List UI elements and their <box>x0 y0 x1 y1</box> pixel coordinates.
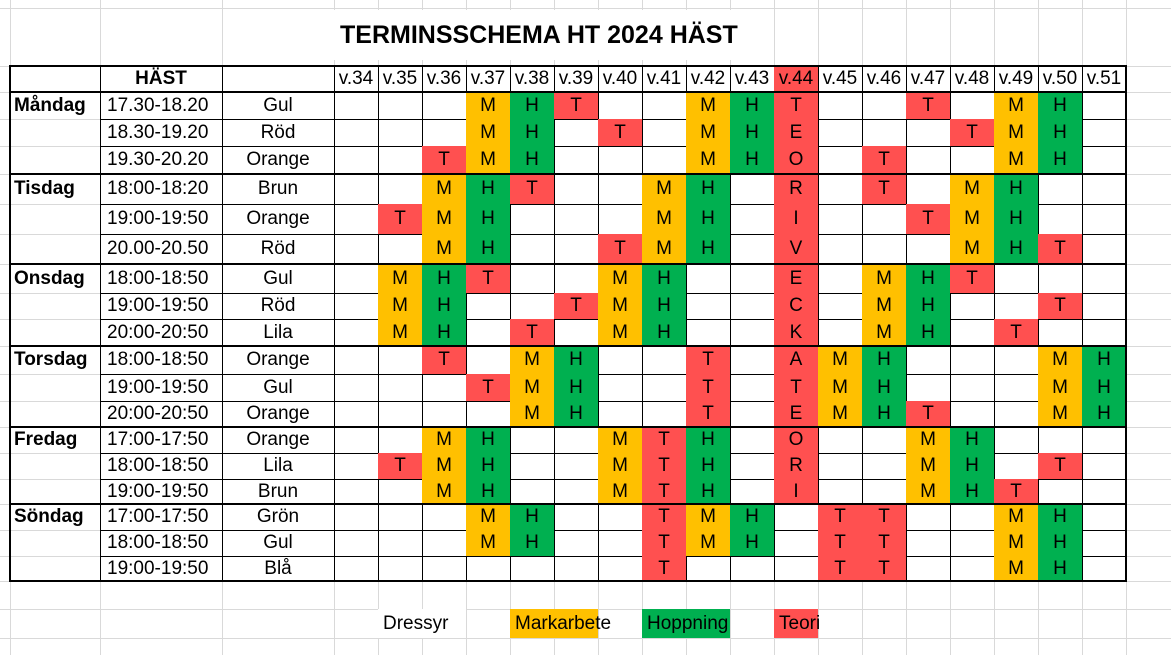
schedule-cell[interactable]: H <box>686 453 730 479</box>
schedule-cell[interactable]: M <box>466 119 510 146</box>
schedule-cell[interactable]: H <box>686 234 730 264</box>
schedule-cell[interactable]: M <box>466 504 510 530</box>
schedule-cell[interactable]: H <box>422 319 466 346</box>
schedule-cell[interactable]: H <box>950 427 994 453</box>
schedule-cell[interactable]: M <box>818 346 862 374</box>
group-cell[interactable]: Gul <box>263 267 293 289</box>
group-cell[interactable]: Röd <box>260 238 296 259</box>
schedule-cell[interactable]: H <box>466 427 510 453</box>
week-header[interactable]: v.49 <box>998 68 1034 89</box>
day-label[interactable]: Torsdag <box>14 349 88 370</box>
time-cell[interactable]: 20:00-20:50 <box>107 403 209 424</box>
schedule-cell[interactable]: H <box>730 119 774 146</box>
day-label[interactable]: Tisdag <box>14 178 75 199</box>
time-cell[interactable]: 20.00-20.50 <box>107 238 209 259</box>
group-cell[interactable]: Brun <box>257 480 299 502</box>
week-header[interactable]: v.46 <box>866 68 902 89</box>
time-cell[interactable]: 17:00-17:50 <box>107 506 209 527</box>
schedule-cell[interactable]: M <box>1038 346 1082 374</box>
schedule-cell[interactable]: T <box>510 319 554 346</box>
week-header[interactable]: v.47 <box>910 68 946 89</box>
schedule-cell[interactable]: M <box>686 504 730 530</box>
week-header[interactable]: v.35 <box>382 68 418 89</box>
week-header[interactable]: v.34 <box>338 68 374 89</box>
schedule-cell[interactable]: T <box>686 401 730 427</box>
schedule-cell[interactable]: T <box>906 92 950 119</box>
schedule-cell[interactable]: H <box>510 92 554 119</box>
schedule-cell[interactable]: H <box>1038 92 1082 119</box>
week-header[interactable]: v.42 <box>690 68 726 89</box>
schedule-cell[interactable]: M <box>466 146 510 174</box>
schedule-cell[interactable]: M <box>1038 374 1082 401</box>
schedule-cell[interactable]: T <box>510 174 554 204</box>
schedule-cell[interactable]: T <box>774 374 818 401</box>
schedule-cell[interactable]: M <box>994 119 1038 146</box>
schedule-cell[interactable]: T <box>378 204 422 234</box>
day-label[interactable]: Fredag <box>14 429 78 450</box>
schedule-cell[interactable]: H <box>906 319 950 346</box>
schedule-cell[interactable]: C <box>774 293 818 319</box>
schedule-cell[interactable]: M <box>422 204 466 234</box>
schedule-cell[interactable]: M <box>686 146 730 174</box>
schedule-cell[interactable]: H <box>466 174 510 204</box>
schedule-cell[interactable]: T <box>818 530 862 556</box>
schedule-cell[interactable]: T <box>466 264 510 293</box>
schedule-cell[interactable]: M <box>510 346 554 374</box>
group-cell[interactable]: Blå <box>264 557 292 579</box>
schedule-cell[interactable]: E <box>774 264 818 293</box>
schedule-cell[interactable]: H <box>510 530 554 556</box>
schedule-cell[interactable]: M <box>994 92 1038 119</box>
schedule-cell[interactable]: M <box>950 204 994 234</box>
schedule-cell[interactable]: E <box>774 119 818 146</box>
schedule-cell[interactable]: M <box>378 319 422 346</box>
week-header[interactable]: v.51 <box>1086 68 1122 89</box>
schedule-cell[interactable]: T <box>598 234 642 264</box>
week-header[interactable]: v.36 <box>426 68 462 89</box>
schedule-cell[interactable]: O <box>774 146 818 174</box>
schedule-cell[interactable]: T <box>1038 453 1082 479</box>
time-cell[interactable]: 19:00-19:50 <box>107 376 209 398</box>
schedule-cell[interactable]: H <box>642 319 686 346</box>
schedule-cell[interactable]: M <box>598 319 642 346</box>
legend-teori[interactable]: Teori <box>774 609 818 638</box>
group-cell[interactable]: Grön <box>256 506 300 527</box>
schedule-cell[interactable]: M <box>422 427 466 453</box>
schedule-cell[interactable]: T <box>818 504 862 530</box>
schedule-cell[interactable]: H <box>686 479 730 504</box>
schedule-cell[interactable]: M <box>994 530 1038 556</box>
schedule-cell[interactable]: T <box>642 427 686 453</box>
schedule-cell[interactable]: M <box>686 119 730 146</box>
time-cell[interactable]: 19:00-19:50 <box>107 557 209 579</box>
schedule-cell[interactable]: H <box>1082 401 1126 427</box>
schedule-cell[interactable]: I <box>774 204 818 234</box>
schedule-cell[interactable]: T <box>642 504 686 530</box>
schedule-cell[interactable]: T <box>642 530 686 556</box>
schedule-cell[interactable]: M <box>598 264 642 293</box>
time-cell[interactable]: 18:00-18:50 <box>107 349 209 370</box>
schedule-cell[interactable]: T <box>598 119 642 146</box>
schedule-cell[interactable]: M <box>994 556 1038 581</box>
schedule-cell[interactable]: T <box>862 530 906 556</box>
schedule-cell[interactable]: H <box>554 374 598 401</box>
group-cell[interactable]: Röd <box>260 121 296 143</box>
legend-dressyr[interactable]: Dressyr <box>378 609 466 638</box>
schedule-cell[interactable]: T <box>1038 293 1082 319</box>
schedule-cell[interactable]: M <box>950 174 994 204</box>
schedule-cell[interactable]: H <box>466 234 510 264</box>
time-cell[interactable]: 20:00-20:50 <box>107 321 209 343</box>
schedule-cell[interactable]: H <box>642 264 686 293</box>
week-header[interactable]: v.50 <box>1042 68 1078 89</box>
week-header[interactable]: v.40 <box>602 68 638 89</box>
schedule-cell[interactable]: T <box>994 319 1038 346</box>
schedule-cell[interactable]: H <box>730 530 774 556</box>
schedule-cell[interactable]: T <box>422 146 466 174</box>
schedule-cell[interactable]: T <box>906 204 950 234</box>
group-cell[interactable]: Orange <box>246 429 310 450</box>
schedule-cell[interactable]: M <box>510 374 554 401</box>
schedule-cell[interactable]: H <box>994 234 1038 264</box>
schedule-cell[interactable]: M <box>862 264 906 293</box>
schedule-cell[interactable]: M <box>598 293 642 319</box>
schedule-cell[interactable]: T <box>422 346 466 374</box>
day-label[interactable]: Måndag <box>14 94 86 116</box>
schedule-cell[interactable]: H <box>1038 530 1082 556</box>
group-cell[interactable]: Lila <box>263 455 293 476</box>
schedule-cell[interactable]: M <box>466 530 510 556</box>
schedule-cell[interactable]: H <box>422 264 466 293</box>
time-cell[interactable]: 18:00-18:50 <box>107 267 209 289</box>
schedule-cell[interactable]: M <box>598 427 642 453</box>
schedule-cell[interactable]: M <box>994 146 1038 174</box>
week-header[interactable]: v.44 <box>774 66 818 92</box>
time-cell[interactable]: 17.30-18.20 <box>107 94 209 116</box>
schedule-cell[interactable]: T <box>862 174 906 204</box>
header-hast[interactable]: HÄST <box>135 68 187 89</box>
schedule-cell[interactable]: T <box>774 92 818 119</box>
legend-markarbete[interactable]: Markarbete <box>510 609 598 638</box>
schedule-cell[interactable]: T <box>906 401 950 427</box>
schedule-cell[interactable]: M <box>994 504 1038 530</box>
week-header[interactable]: v.38 <box>514 68 550 89</box>
group-cell[interactable]: Gul <box>263 94 293 116</box>
schedule-cell[interactable]: K <box>774 319 818 346</box>
day-label[interactable]: Onsdag <box>14 267 85 289</box>
schedule-cell[interactable]: H <box>994 174 1038 204</box>
schedule-cell[interactable]: T <box>642 479 686 504</box>
schedule-cell[interactable]: R <box>774 453 818 479</box>
schedule-cell[interactable]: H <box>686 174 730 204</box>
schedule-cell[interactable]: H <box>686 427 730 453</box>
schedule-cell[interactable]: T <box>818 556 862 581</box>
schedule-cell[interactable]: T <box>862 146 906 174</box>
schedule-cell[interactable]: H <box>466 453 510 479</box>
group-cell[interactable]: Röd <box>260 295 296 316</box>
schedule-cell[interactable]: M <box>906 479 950 504</box>
schedule-cell[interactable]: T <box>862 556 906 581</box>
week-header[interactable]: v.37 <box>470 68 506 89</box>
schedule-cell[interactable]: M <box>598 479 642 504</box>
time-cell[interactable]: 18:00-18:50 <box>107 455 209 476</box>
group-cell[interactable]: Orange <box>246 149 310 170</box>
schedule-cell[interactable]: H <box>466 479 510 504</box>
group-cell[interactable]: Gul <box>263 532 293 553</box>
schedule-cell[interactable]: H <box>950 479 994 504</box>
time-cell[interactable]: 18.30-19.20 <box>107 121 209 143</box>
schedule-cell[interactable]: M <box>466 92 510 119</box>
schedule-cell[interactable]: H <box>906 264 950 293</box>
schedule-cell[interactable]: T <box>1038 234 1082 264</box>
schedule-cell[interactable]: H <box>686 204 730 234</box>
schedule-cell[interactable]: T <box>862 504 906 530</box>
time-cell[interactable]: 19.30-20.20 <box>107 149 209 170</box>
schedule-cell[interactable]: H <box>1038 556 1082 581</box>
schedule-cell[interactable]: M <box>642 174 686 204</box>
schedule-cell[interactable]: M <box>642 204 686 234</box>
schedule-cell[interactable]: E <box>774 401 818 427</box>
schedule-cell[interactable]: H <box>510 146 554 174</box>
schedule-cell[interactable]: H <box>1038 146 1082 174</box>
schedule-cell[interactable]: M <box>862 293 906 319</box>
schedule-cell[interactable]: T <box>950 119 994 146</box>
group-cell[interactable]: Brun <box>257 178 299 199</box>
schedule-cell[interactable]: O <box>774 427 818 453</box>
week-header[interactable]: v.48 <box>954 68 990 89</box>
schedule-cell[interactable]: M <box>422 174 466 204</box>
schedule-cell[interactable]: H <box>730 146 774 174</box>
time-cell[interactable]: 17:00-17:50 <box>107 429 209 450</box>
day-label[interactable]: Söndag <box>14 506 84 527</box>
schedule-cell[interactable]: M <box>906 427 950 453</box>
schedule-cell[interactable]: I <box>774 479 818 504</box>
schedule-cell[interactable]: H <box>510 504 554 530</box>
schedule-cell[interactable]: T <box>642 453 686 479</box>
group-cell[interactable]: Lila <box>263 321 293 343</box>
schedule-cell[interactable]: H <box>1038 119 1082 146</box>
week-header[interactable]: v.41 <box>646 68 682 89</box>
week-header[interactable]: v.39 <box>558 68 594 89</box>
schedule-cell[interactable]: H <box>862 374 906 401</box>
time-cell[interactable]: 18:00-18:20 <box>107 178 209 199</box>
schedule-cell[interactable]: T <box>642 556 686 581</box>
schedule-cell[interactable]: M <box>422 479 466 504</box>
time-cell[interactable]: 18:00-18:50 <box>107 532 209 553</box>
schedule-cell[interactable]: M <box>422 453 466 479</box>
schedule-cell[interactable]: H <box>862 401 906 427</box>
schedule-cell[interactable]: H <box>422 293 466 319</box>
schedule-cell[interactable]: M <box>422 234 466 264</box>
schedule-cell[interactable]: M <box>686 92 730 119</box>
week-header[interactable]: v.45 <box>822 68 858 89</box>
schedule-cell[interactable]: R <box>774 174 818 204</box>
schedule-cell[interactable]: H <box>510 119 554 146</box>
schedule-cell[interactable]: H <box>730 92 774 119</box>
schedule-cell[interactable]: M <box>598 453 642 479</box>
schedule-cell[interactable]: H <box>950 453 994 479</box>
schedule-cell[interactable]: T <box>378 453 422 479</box>
schedule-cell[interactable]: M <box>862 319 906 346</box>
schedule-cell[interactable]: M <box>1038 401 1082 427</box>
legend-hoppning[interactable]: Hoppning <box>642 609 730 638</box>
schedule-cell[interactable]: H <box>554 401 598 427</box>
schedule-cell[interactable]: H <box>1038 504 1082 530</box>
schedule-cell[interactable]: H <box>994 204 1038 234</box>
schedule-cell[interactable]: H <box>466 204 510 234</box>
schedule-cell[interactable]: H <box>906 293 950 319</box>
schedule-cell[interactable]: T <box>686 374 730 401</box>
schedule-cell[interactable]: T <box>994 479 1038 504</box>
schedule-cell[interactable]: H <box>1082 374 1126 401</box>
group-cell[interactable]: Orange <box>246 349 310 370</box>
schedule-cell[interactable]: T <box>554 92 598 119</box>
schedule-cell[interactable]: M <box>950 234 994 264</box>
page-title[interactable]: TERMINSSCHEMA HT 2024 HÄST <box>334 10 774 60</box>
schedule-cell[interactable]: M <box>818 374 862 401</box>
schedule-cell[interactable]: M <box>510 401 554 427</box>
week-header[interactable]: v.43 <box>734 68 770 89</box>
schedule-cell[interactable]: M <box>642 234 686 264</box>
schedule-cell[interactable]: H <box>862 346 906 374</box>
group-cell[interactable]: Gul <box>263 376 293 398</box>
schedule-cell[interactable]: V <box>774 234 818 264</box>
schedule-cell[interactable]: T <box>686 346 730 374</box>
schedule-cell[interactable]: T <box>950 264 994 293</box>
group-cell[interactable]: Orange <box>246 208 310 229</box>
schedule-cell[interactable]: H <box>730 504 774 530</box>
schedule-cell[interactable]: H <box>642 293 686 319</box>
group-cell[interactable]: Orange <box>246 403 310 424</box>
schedule-cell[interactable]: T <box>466 374 510 401</box>
schedule-cell[interactable]: M <box>906 453 950 479</box>
schedule-cell[interactable]: M <box>378 293 422 319</box>
schedule-cell[interactable]: M <box>378 264 422 293</box>
schedule-cell[interactable]: T <box>554 293 598 319</box>
time-cell[interactable]: 19:00-19:50 <box>107 208 209 229</box>
schedule-cell[interactable]: M <box>818 401 862 427</box>
time-cell[interactable]: 19:00-19:50 <box>107 295 209 316</box>
schedule-cell[interactable]: M <box>686 530 730 556</box>
schedule-cell[interactable]: A <box>774 346 818 374</box>
time-cell[interactable]: 19:00-19:50 <box>107 480 209 502</box>
schedule-cell[interactable]: H <box>554 346 598 374</box>
schedule-cell[interactable]: H <box>1082 346 1126 374</box>
